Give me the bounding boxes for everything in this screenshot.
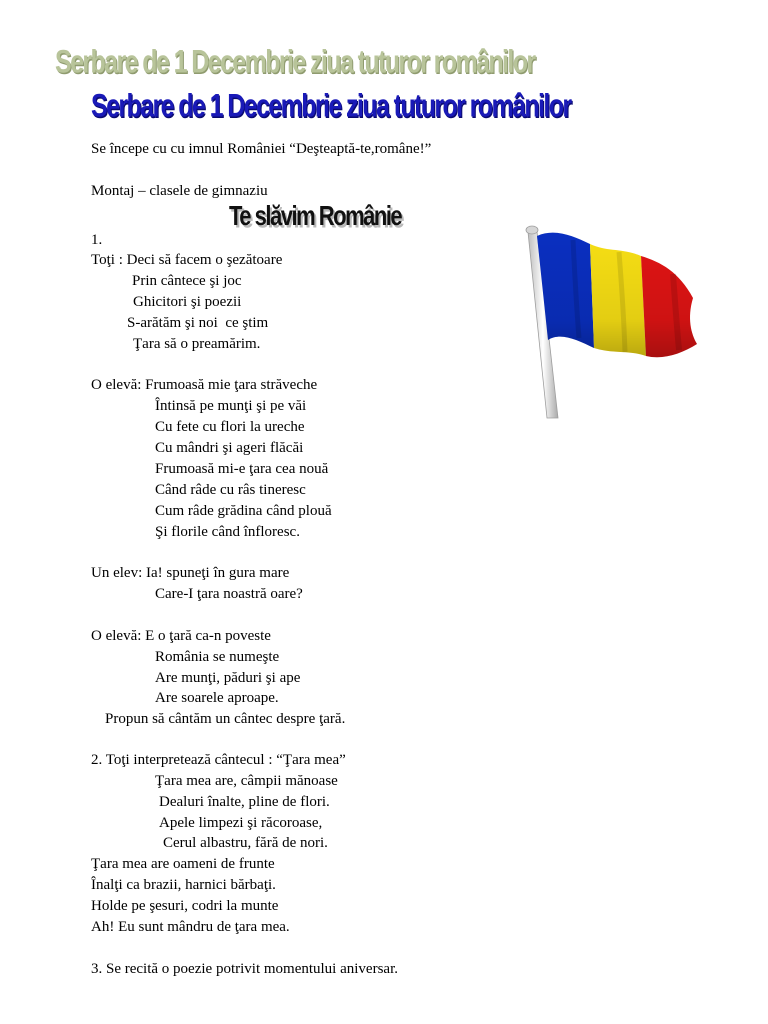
romanian-flag-image <box>515 210 700 420</box>
section-number-1: 1. <box>91 232 103 248</box>
verse-line: Are soarele aproape. <box>155 690 279 706</box>
verse-line: Şi florile când înfloresc. <box>155 524 300 540</box>
verse-line: Cu fete cu flori la ureche <box>155 419 305 435</box>
eleva-line: O elevă: Frumoasă mie ţara străveche <box>91 377 318 393</box>
song-line: Holde pe şesuri, codri la munte <box>91 898 279 914</box>
verse-line: Are munţi, păduri şi ape <box>155 670 301 686</box>
verse-line: Prin cântece şi joc <box>132 273 242 289</box>
anthem-line: Se începe cu cu imnul României “Deşteaptă-te,române!” <box>91 141 432 157</box>
verse-line: Ghicitori şi poezii <box>133 294 242 310</box>
propun-line: Propun să cântăm un cântec despre ţară. <box>105 711 346 727</box>
toti-line: Toţi : Deci să facem o şezătoare <box>91 252 283 268</box>
ghost-title: Serbare de 1 Decembrie ziua tuturor românilor <box>55 44 535 81</box>
verse-line: Când râde cu râs tineresc <box>155 482 306 498</box>
song-line: Ţara mea are oameni de frunte <box>91 856 275 872</box>
verse-line: Întinsă pe munţi şi pe văi <box>155 398 307 414</box>
document-title: Serbare de 1 Decembrie ziua tuturor românilor <box>91 88 571 125</box>
montaj-title: Te slăvim Românie <box>229 200 402 232</box>
section-2-header: 2. Toţi interpretează cântecul : “Ţara mea” <box>91 752 346 768</box>
song-line: Ah! Eu sunt mândru de ţara mea. <box>91 919 290 935</box>
montaj-line: Montaj – clasele de gimnaziu <box>91 183 268 199</box>
verse-line: Cu mândri şi ageri flăcăi <box>155 440 304 456</box>
verse-line: S-arătăm şi noi ce ştim <box>127 315 269 331</box>
song-line: Înalţi ca brazii, harnici bărbaţi. <box>91 877 276 893</box>
pole-finial <box>526 226 538 234</box>
elev-line: Un elev: Ia! spuneţi în gura mare <box>91 565 290 581</box>
verse-line: Frumoasă mi-e ţara cea nouă <box>155 461 329 477</box>
verse-line: România se numeşte <box>155 649 280 665</box>
eleva-line: O elevă: E o ţară ca-n poveste <box>91 628 271 644</box>
song-line: Apele limpezi şi răcoroase, <box>159 815 323 831</box>
song-line: Cerul albastru, fără de nori. <box>163 835 328 851</box>
verse-line: Care-I ţara noastră oare? <box>155 586 303 602</box>
song-line: Ţara mea are, câmpii mănoase <box>155 773 338 789</box>
verse-line: Cum râde grădina când plouă <box>155 503 332 519</box>
section-3-line: 3. Se recită o poezie potrivit momentului aniversar. <box>91 961 398 977</box>
song-line: Dealuri înalte, pline de flori. <box>159 794 330 810</box>
verse-line: Ţara să o preamărim. <box>133 336 261 352</box>
